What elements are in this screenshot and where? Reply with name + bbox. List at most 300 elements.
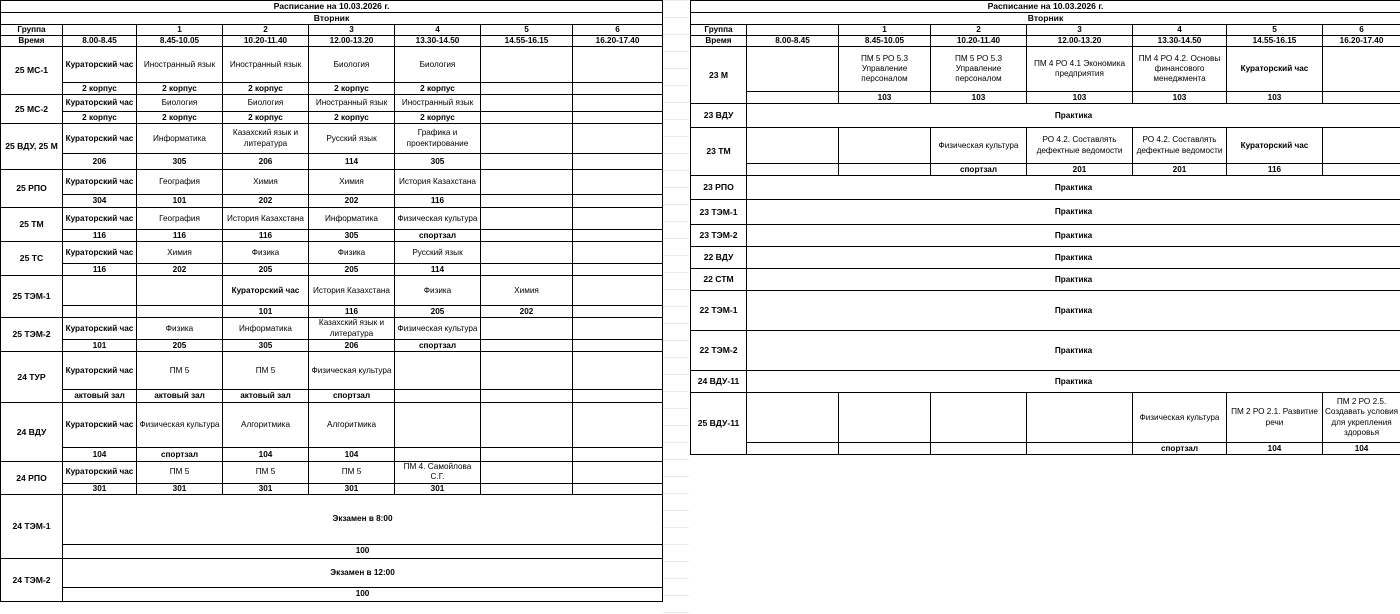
lesson-room: 104 xyxy=(1227,443,1323,455)
lesson-room: 205 xyxy=(309,264,395,276)
lesson-subject: Кураторский час xyxy=(63,95,137,112)
group-row xyxy=(691,393,1400,443)
pair-number: 5 xyxy=(1227,24,1323,35)
lesson-room xyxy=(481,483,573,494)
time-slot: 10.20-11.40 xyxy=(223,35,309,46)
schedule-body-right xyxy=(691,1,1400,455)
time-slot: 14.55-16.15 xyxy=(481,35,573,46)
lesson-subject xyxy=(137,276,223,306)
lesson-room: 305 xyxy=(309,230,395,242)
lesson-subject: ПМ 5 xyxy=(137,352,223,390)
group-name: 23 РПО xyxy=(691,176,747,200)
lesson-subject xyxy=(573,462,663,484)
pair-number: 1 xyxy=(137,24,223,35)
lesson-subject: Физическая культура xyxy=(309,352,395,390)
group-name: 25 ТМ xyxy=(1,208,63,242)
lesson-subject xyxy=(481,462,573,484)
lesson-subject: Иностранный язык xyxy=(223,47,309,83)
lesson-room: 206 xyxy=(309,340,395,352)
lesson-room: 116 xyxy=(1227,164,1323,176)
lesson-room: 202 xyxy=(137,264,223,276)
practice-cell: Практика xyxy=(747,291,1400,331)
group-row xyxy=(1,124,663,154)
lesson-subject: ПМ 5 xyxy=(137,462,223,484)
lesson-room: 116 xyxy=(395,195,481,208)
lesson-room: 2 корпус xyxy=(137,83,223,95)
lesson-room xyxy=(481,340,573,352)
lesson-subject: ПМ 5 xyxy=(223,462,309,484)
lesson-subject: Кураторский час xyxy=(63,318,137,340)
lesson-subject xyxy=(481,403,573,448)
lesson-room: 103 xyxy=(1027,92,1133,104)
day-label: Вторник xyxy=(1,13,663,25)
lesson-room: 301 xyxy=(223,483,309,494)
group-row xyxy=(1,208,663,230)
lesson-room xyxy=(481,83,573,95)
lesson-room: 103 xyxy=(1133,92,1227,104)
group-name: 25 ВДУ-11 xyxy=(691,393,747,455)
lesson-room: 116 xyxy=(223,230,309,242)
time-slot: 16.20-17.40 xyxy=(573,35,663,46)
lesson-room xyxy=(481,195,573,208)
lesson-room xyxy=(1323,92,1400,104)
lesson-subject: История Казахстана xyxy=(309,276,395,306)
room-row xyxy=(691,164,1400,176)
room-row xyxy=(1,390,663,403)
lesson-room: 305 xyxy=(395,154,481,170)
lesson-room: 2 корпус xyxy=(395,83,481,95)
lesson-room: 301 xyxy=(309,483,395,494)
lesson-room: спортзал xyxy=(931,164,1027,176)
lesson-room: 114 xyxy=(395,264,481,276)
time-slot: 14.55-16.15 xyxy=(1227,35,1323,46)
lesson-room xyxy=(573,264,663,276)
lesson-subject xyxy=(747,128,839,164)
lesson-room: 2 корпус xyxy=(309,83,395,95)
lesson-room: спортзал xyxy=(309,390,395,403)
lesson-room: 304 xyxy=(63,195,137,208)
room-row xyxy=(1,483,663,494)
lesson-subject: Физика xyxy=(309,242,395,264)
lesson-room xyxy=(395,448,481,462)
lesson-room: 103 xyxy=(1227,92,1323,104)
time-slot: 13.30-14.50 xyxy=(1133,35,1227,46)
group-row xyxy=(1,242,663,264)
lesson-room: 2 корпус xyxy=(223,83,309,95)
lesson-subject: Физическая культура xyxy=(137,403,223,448)
day-label: Вторник xyxy=(691,13,1400,25)
group-name: 22 ВДУ xyxy=(691,247,747,269)
time-header: Время xyxy=(1,35,63,46)
time-slot: 8.00-8.45 xyxy=(747,35,839,46)
room-row xyxy=(1,83,663,95)
lesson-subject: География xyxy=(137,170,223,195)
lesson-subject: Информатика xyxy=(223,318,309,340)
schedule-title: Расписание на 10.03.2026 г. xyxy=(691,1,1400,13)
group-name: 23 ТЭМ-2 xyxy=(691,225,747,247)
time-row xyxy=(1,35,663,46)
group-row xyxy=(1,403,663,448)
lesson-subject xyxy=(573,170,663,195)
lesson-subject xyxy=(573,47,663,83)
lesson-room: 206 xyxy=(223,154,309,170)
lesson-subject: Кураторский час xyxy=(63,208,137,230)
lesson-room xyxy=(573,340,663,352)
group-row xyxy=(691,128,1400,164)
lesson-room: 301 xyxy=(63,483,137,494)
lesson-subject: РО 4.2. Составлять дефектные ведомости xyxy=(1027,128,1133,164)
lesson-room xyxy=(839,443,931,455)
lesson-subject: Физическая культура xyxy=(1133,393,1227,443)
lesson-subject xyxy=(573,403,663,448)
day-row xyxy=(691,13,1400,25)
lesson-subject: ПМ 5 xyxy=(309,462,395,484)
lesson-room: 101 xyxy=(63,340,137,352)
lesson-subject: ПМ 4. Самойлова С.Г. xyxy=(395,462,481,484)
group-name: 25 ТЭМ-2 xyxy=(1,318,63,352)
group-name: 25 МС-2 xyxy=(1,95,63,124)
lesson-subject: ПМ 4 РО 4.2. Основы финансового менеджмента xyxy=(1133,47,1227,92)
lesson-room: 201 xyxy=(1133,164,1227,176)
time-slot: 12.00-13.20 xyxy=(1027,35,1133,46)
lesson-room: 201 xyxy=(1027,164,1133,176)
group-row xyxy=(691,176,1400,200)
pair-number: 2 xyxy=(223,24,309,35)
lesson-room: 2 корпус xyxy=(395,112,481,124)
lesson-room xyxy=(573,83,663,95)
schedule-title: Расписание на 10.03.2026 г. xyxy=(1,1,663,13)
room-row xyxy=(1,195,663,208)
lesson-subject: Казахский язык и литература xyxy=(223,124,309,154)
lesson-subject xyxy=(573,208,663,230)
lesson-subject: ПМ 2 РО 2.1. Развитие речи xyxy=(1227,393,1323,443)
lesson-room xyxy=(137,306,223,318)
lesson-subject xyxy=(481,352,573,390)
lesson-room: 104 xyxy=(1323,443,1400,455)
group-name: 24 ТЭМ-2 xyxy=(1,558,63,601)
lesson-subject: Физика xyxy=(137,318,223,340)
practice-cell: Практика xyxy=(747,225,1400,247)
room-row xyxy=(1,230,663,242)
lesson-subject: ПМ 5 РО 5.3 Управление персоналом xyxy=(839,47,931,92)
lesson-room: 116 xyxy=(137,230,223,242)
lesson-subject xyxy=(481,170,573,195)
lesson-subject: Химия xyxy=(481,276,573,306)
lesson-room: 2 корпус xyxy=(309,112,395,124)
room-row xyxy=(1,587,663,601)
lesson-room xyxy=(1323,164,1400,176)
sheet-gap xyxy=(663,0,689,614)
time-slot: 10.20-11.40 xyxy=(931,35,1027,46)
lesson-subject: Физическая культура xyxy=(931,128,1027,164)
lesson-subject xyxy=(481,124,573,154)
lesson-subject: Биология xyxy=(309,47,395,83)
lesson-subject: Кураторский час xyxy=(63,124,137,154)
group-name: 22 СТМ xyxy=(691,269,747,291)
lesson-subject: Русский язык xyxy=(309,124,395,154)
pair-number: 6 xyxy=(573,24,663,35)
practice-cell: Практика xyxy=(747,200,1400,225)
lesson-room: 2 корпус xyxy=(223,112,309,124)
lesson-room xyxy=(747,92,839,104)
lesson-subject: География xyxy=(137,208,223,230)
group-header: Группа xyxy=(691,24,747,35)
time-slot: 8.45-10.05 xyxy=(839,35,931,46)
lesson-room: 2 корпус xyxy=(137,112,223,124)
lesson-room xyxy=(63,306,137,318)
pair-number xyxy=(63,24,137,35)
room-row xyxy=(1,306,663,318)
lesson-room: актовый зал xyxy=(137,390,223,403)
room-row xyxy=(1,448,663,462)
group-name: 22 ТЭМ-1 xyxy=(691,291,747,331)
room-row xyxy=(1,112,663,124)
lesson-subject: Химия xyxy=(137,242,223,264)
lesson-room xyxy=(481,230,573,242)
lesson-subject xyxy=(839,128,931,164)
time-slot: 13.30-14.50 xyxy=(395,35,481,46)
lesson-subject: Графика и проектирование xyxy=(395,124,481,154)
group-name: 24 ВДУ-11 xyxy=(691,371,747,393)
room-row xyxy=(1,544,663,558)
group-row xyxy=(691,104,1400,128)
day-row xyxy=(1,13,663,25)
exam-room: 100 xyxy=(63,587,663,601)
practice-cell: Практика xyxy=(747,176,1400,200)
lesson-subject xyxy=(573,276,663,306)
lesson-subject: Алгоритмика xyxy=(223,403,309,448)
lesson-room: 103 xyxy=(839,92,931,104)
lesson-room: 104 xyxy=(63,448,137,462)
group-row xyxy=(691,225,1400,247)
lesson-subject: Физика xyxy=(395,276,481,306)
lesson-subject xyxy=(1027,393,1133,443)
lesson-subject: Физическая культура xyxy=(395,318,481,340)
pair-number: 3 xyxy=(1027,24,1133,35)
lesson-subject xyxy=(1323,128,1400,164)
pair-number xyxy=(747,24,839,35)
group-row xyxy=(1,170,663,195)
lesson-subject xyxy=(481,208,573,230)
lesson-subject: Химия xyxy=(309,170,395,195)
lesson-subject xyxy=(839,393,931,443)
group-row xyxy=(1,318,663,340)
lesson-room: 2 корпус xyxy=(63,83,137,95)
group-row xyxy=(1,95,663,112)
room-row xyxy=(1,264,663,276)
group-row xyxy=(691,47,1400,92)
pair-number: 1 xyxy=(839,24,931,35)
group-name: 24 ТУР xyxy=(1,352,63,403)
lesson-room xyxy=(573,448,663,462)
group-row xyxy=(1,352,663,390)
lesson-subject: Иностранный язык xyxy=(309,95,395,112)
lesson-room xyxy=(395,390,481,403)
lesson-room: 206 xyxy=(63,154,137,170)
lesson-room xyxy=(481,390,573,403)
schedule-table-left xyxy=(0,0,663,602)
lesson-room xyxy=(931,443,1027,455)
lesson-subject xyxy=(747,47,839,92)
lesson-room: 202 xyxy=(309,195,395,208)
pair-number: 3 xyxy=(309,24,395,35)
lesson-room xyxy=(573,483,663,494)
lesson-subject: ПМ 4 РО 4.1 Экономика предприятия xyxy=(1027,47,1133,92)
group-row xyxy=(691,247,1400,269)
group-name: 25 ТС xyxy=(1,242,63,276)
lesson-subject xyxy=(395,352,481,390)
lesson-subject xyxy=(573,95,663,112)
group-name: 23 ВДУ xyxy=(691,104,747,128)
lesson-subject: Иностранный язык xyxy=(137,47,223,83)
schedule-table-right xyxy=(690,0,1400,455)
lesson-room xyxy=(481,112,573,124)
lesson-subject: Кураторский час xyxy=(223,276,309,306)
exam-room: 100 xyxy=(63,544,663,558)
group-row xyxy=(1,462,663,484)
lesson-room: 205 xyxy=(223,264,309,276)
lesson-room: 116 xyxy=(63,230,137,242)
lesson-room xyxy=(481,264,573,276)
lesson-subject: Физическая культура xyxy=(395,208,481,230)
lesson-subject: Химия xyxy=(223,170,309,195)
lesson-room xyxy=(747,443,839,455)
lesson-room: 116 xyxy=(309,306,395,318)
lesson-room: 101 xyxy=(137,195,223,208)
lesson-subject xyxy=(573,352,663,390)
group-row xyxy=(1,47,663,83)
lesson-room: 116 xyxy=(63,264,137,276)
lesson-subject xyxy=(481,242,573,264)
group-name: 23 М xyxy=(691,47,747,104)
group-row xyxy=(691,291,1400,331)
lesson-subject: Информатика xyxy=(309,208,395,230)
lesson-subject: Кураторский час xyxy=(1227,47,1323,92)
lesson-room xyxy=(481,448,573,462)
lesson-room: 305 xyxy=(137,154,223,170)
lesson-subject: Кураторский час xyxy=(63,352,137,390)
lesson-room xyxy=(481,154,573,170)
lesson-subject xyxy=(573,242,663,264)
lesson-subject: Биология xyxy=(137,95,223,112)
pair-number: 4 xyxy=(1133,24,1227,35)
room-row xyxy=(691,443,1400,455)
room-row xyxy=(1,154,663,170)
pair-number: 6 xyxy=(1323,24,1400,35)
time-slot: 16.20-17.40 xyxy=(1323,35,1400,46)
lesson-room xyxy=(747,164,839,176)
lesson-subject: Кураторский час xyxy=(63,47,137,83)
lesson-subject: Алгоритмика xyxy=(309,403,395,448)
lesson-subject: РО 4.2. Составлять дефектные ведомости xyxy=(1133,128,1227,164)
exam-cell: Экзамен в 8:00 xyxy=(63,494,663,544)
lesson-room: актовый зал xyxy=(63,390,137,403)
exam-cell: Экзамен в 12:00 xyxy=(63,558,663,587)
lesson-room: актовый зал xyxy=(223,390,309,403)
lesson-subject xyxy=(395,403,481,448)
lesson-room: 205 xyxy=(137,340,223,352)
lesson-subject xyxy=(573,318,663,340)
lesson-room: спортзал xyxy=(137,448,223,462)
group-name: 25 ТЭМ-1 xyxy=(1,276,63,318)
lesson-subject xyxy=(481,47,573,83)
room-row xyxy=(1,340,663,352)
lesson-room: 2 корпус xyxy=(63,112,137,124)
practice-cell: Практика xyxy=(747,104,1400,128)
schedule-body-left xyxy=(1,1,663,602)
pair-number-row xyxy=(691,24,1400,35)
lesson-room: 104 xyxy=(223,448,309,462)
lesson-room xyxy=(573,195,663,208)
lesson-subject: История Казахстана xyxy=(223,208,309,230)
group-name: 23 ТЭМ-1 xyxy=(691,200,747,225)
lesson-subject: ПМ 2 РО 2.5. Создавать условия для укрепления здоровья xyxy=(1323,393,1400,443)
time-slot: 8.45-10.05 xyxy=(137,35,223,46)
lesson-room: 305 xyxy=(223,340,309,352)
group-name: 24 ТЭМ-1 xyxy=(1,494,63,558)
lesson-room xyxy=(573,230,663,242)
lesson-subject: Иностранный язык xyxy=(395,95,481,112)
group-row xyxy=(691,331,1400,371)
room-row xyxy=(691,92,1400,104)
lesson-room: 202 xyxy=(481,306,573,318)
lesson-subject: Казахский язык и литература xyxy=(309,318,395,340)
lesson-subject: Биология xyxy=(395,47,481,83)
lesson-subject xyxy=(931,393,1027,443)
lesson-subject: Биология xyxy=(223,95,309,112)
group-row xyxy=(691,200,1400,225)
lesson-room: 205 xyxy=(395,306,481,318)
lesson-subject: ПМ 5 РО 5.3 Управление персоналом xyxy=(931,47,1027,92)
practice-cell: Практика xyxy=(747,247,1400,269)
group-name: 24 ВДУ xyxy=(1,403,63,462)
time-slot: 12.00-13.20 xyxy=(309,35,395,46)
lesson-subject xyxy=(63,276,137,306)
lesson-subject: ПМ 5 xyxy=(223,352,309,390)
lesson-subject: Физика xyxy=(223,242,309,264)
group-header: Группа xyxy=(1,24,63,35)
title-row xyxy=(1,1,663,13)
practice-cell: Практика xyxy=(747,331,1400,371)
group-name: 24 РПО xyxy=(1,462,63,495)
lesson-room: спортзал xyxy=(395,340,481,352)
group-name: 25 РПО xyxy=(1,170,63,208)
group-row xyxy=(1,276,663,306)
lesson-room xyxy=(573,306,663,318)
lesson-room: 101 xyxy=(223,306,309,318)
group-name: 25 ВДУ, 25 М xyxy=(1,124,63,170)
lesson-subject: Кураторский час xyxy=(63,462,137,484)
pair-number: 2 xyxy=(931,24,1027,35)
lesson-subject: Кураторский час xyxy=(1227,128,1323,164)
group-name: 22 ТЭМ-2 xyxy=(691,331,747,371)
lesson-room: спортзал xyxy=(395,230,481,242)
lesson-room xyxy=(573,390,663,403)
group-row xyxy=(691,269,1400,291)
pair-number-row xyxy=(1,24,663,35)
time-slot: 8.00-8.45 xyxy=(63,35,137,46)
pair-number: 4 xyxy=(395,24,481,35)
time-header: Время xyxy=(691,35,747,46)
lesson-subject xyxy=(573,124,663,154)
lesson-room: 103 xyxy=(931,92,1027,104)
lesson-subject xyxy=(1323,47,1400,92)
lesson-room: спортзал xyxy=(1133,443,1227,455)
lesson-room xyxy=(1027,443,1133,455)
practice-cell: Практика xyxy=(747,371,1400,393)
time-row xyxy=(691,35,1400,46)
title-row xyxy=(691,1,1400,13)
